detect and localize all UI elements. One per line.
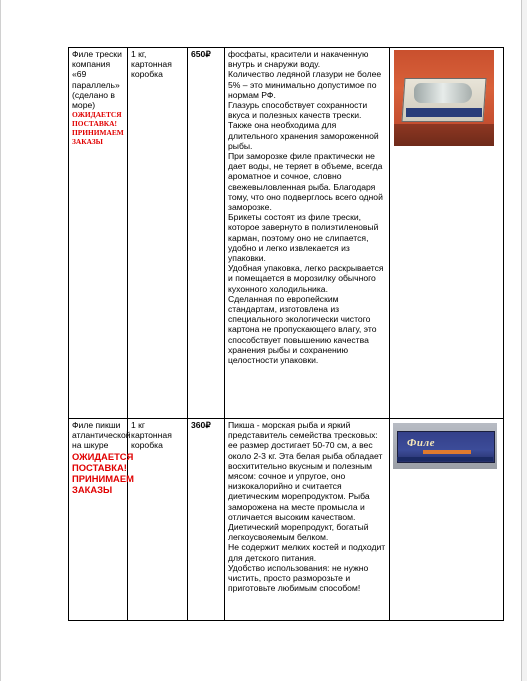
description-paragraph: Глазурь способствует сохранности вкуса и полезных качеств трески. Также она необходима для длительного хранения замороженной рыбы. — [228, 100, 379, 151]
product-name: Филе трески компания «69 параллель» (сделано в море) — [72, 49, 122, 111]
description-paragraph: Сделанная по европейским стандартам, изготовлена из специального экологически чистого картона не пропускающего влагу, это способствует повышению качества хранения рыбы и сохранению целостности упаковки. — [228, 293, 377, 366]
description-paragraph: фосфаты, красители и накаченную внутрь и снаружи воду. — [228, 49, 369, 70]
price-text: 360₽ — [191, 420, 211, 430]
image-cell — [390, 48, 504, 419]
image-cell — [390, 419, 504, 621]
pack-text: 1 кг картонная коробка — [131, 420, 172, 451]
description-cell — [225, 48, 390, 419]
table-row — [69, 419, 504, 621]
description-paragraph: Диетический морепродукт, богатый легкоусвояемым белком. — [228, 522, 369, 543]
product-name: Филе пикши атлантической на шкуре — [72, 420, 131, 451]
product-name-cell — [69, 419, 134, 621]
description-paragraph: Брикеты состоят из филе трески, которое завернуто в полиэтиленовый карман, поэтому оно не слипается, удобно и легко извлекается из упаковки. — [228, 212, 379, 264]
pack-cell — [128, 419, 188, 621]
page-edge-right — [521, 0, 527, 681]
product-table — [68, 47, 504, 621]
table-row — [69, 48, 504, 419]
haddock-fillet-pack-photo-icon — [393, 423, 497, 469]
price-cell — [188, 419, 225, 621]
pack-text: 1 кг, картонная коробка — [131, 49, 172, 80]
description-paragraph: При заморозке филе практически не дает воды, не теряет в объеме, всегда ароматное и сочное, словно свежевыловленная рыба. Благодаря тому, что оно подверглось всего одной заморозке. — [228, 151, 383, 213]
fish-fillet-box-photo-icon — [394, 50, 494, 146]
pack-label: Филе — [407, 437, 435, 449]
description-paragraph: Удобство использования: не нужно чистить, просто разморозьте и приготовьте любимым способом! — [228, 562, 369, 594]
description-paragraph: Пикша - морская рыба и яркий представитель семейства тресковых: ее размер достигает 50-70 см, а вес около 2-3 кг. Эта белая рыба обладает восхитительно вкусным и полезным мясом: сочное и упругое, оно низкокалорийно и считается диетическим морепродуктом. Рыба заморожена на месте промысла и отличается высоким качеством. — [228, 420, 383, 522]
description-paragraph: Количество ледяной глазури не более 5% – это минимально допустимое по нормам РФ. — [228, 69, 382, 100]
status-text: ОЖИДАЕТСЯ ПОСТАВКА! ПРИНИМАЕМ ЗАКАЗЫ — [72, 110, 124, 147]
page-edge-left — [0, 0, 1, 681]
price-cell — [188, 48, 225, 419]
description-paragraph: Не содержит мелких костей и подходит для детского питания. — [228, 542, 386, 563]
price-text: 650₽ — [191, 49, 211, 59]
product-name-cell — [69, 48, 128, 419]
pack-cell — [128, 48, 188, 419]
status-text: ОЖИДАЕТСЯ ПОСТАВКА! ПРИНИМАЕМ ЗАКАЗЫ — [72, 450, 134, 495]
description-cell — [225, 419, 390, 621]
description-paragraph: Удобная упаковка, легко раскрывается и помещается в морозилку обычного кухонного холодильника. — [228, 263, 384, 294]
